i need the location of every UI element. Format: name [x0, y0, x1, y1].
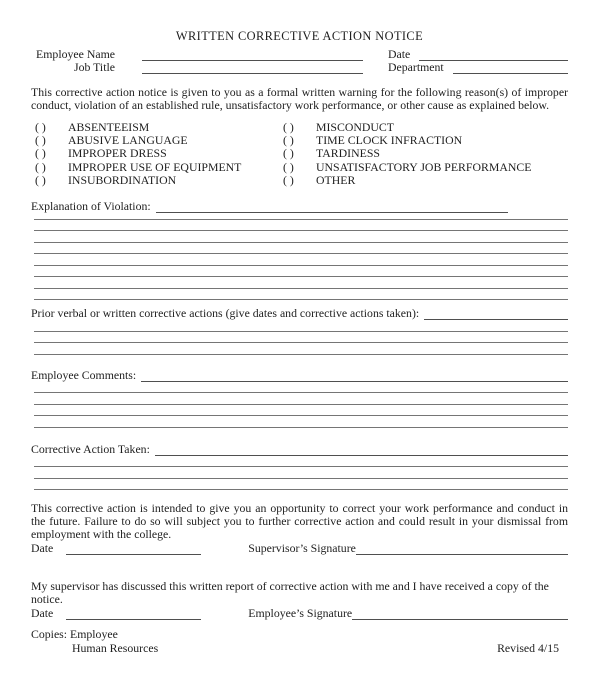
writing-line[interactable]	[34, 243, 568, 255]
checkbox-improper-use-of-equipment[interactable]: ( )	[35, 159, 46, 174]
writing-line[interactable]	[34, 467, 568, 479]
writing-line[interactable]	[34, 277, 568, 289]
writing-line[interactable]	[34, 320, 568, 332]
writing-line[interactable]	[34, 405, 568, 417]
copies-row-1	[31, 628, 568, 642]
department-field[interactable]	[453, 61, 568, 74]
footer-spacer	[158, 642, 497, 656]
reason-checklist	[31, 121, 568, 187]
reason-label-improper-use-of-equipment: IMPROPER USE OF EQUIPMENT	[68, 159, 242, 174]
writing-line[interactable]	[34, 343, 568, 355]
employee-comments-field[interactable]	[141, 368, 568, 382]
checkbox-misconduct[interactable]: ( )	[283, 120, 294, 135]
checkbox-tardiness[interactable]: ( )	[283, 146, 294, 161]
supervisor-signature-field[interactable]	[356, 541, 568, 555]
intro-paragraph: This corrective action notice is given to you as a formal written warning for the following reason(s) of improper conduct, violation of an established rule, unsatisfactory work performance, or other cause as explained below.	[31, 85, 568, 112]
corrective-action-section	[31, 442, 568, 456]
writing-line[interactable]	[34, 231, 568, 243]
employee-name-field[interactable]	[142, 48, 363, 61]
writing-line[interactable]	[34, 266, 568, 278]
acknowledgement-paragraph: My supervisor has discussed this written report of corrective action with me and I have received a copy of the notice.	[31, 579, 549, 607]
writing-line[interactable]	[34, 332, 568, 344]
explanation-lines	[31, 213, 568, 301]
writing-line[interactable]	[34, 254, 568, 266]
date-label: Date	[388, 47, 411, 61]
reason-label-abusive-language: ABUSIVE LANGUAGE	[68, 133, 188, 148]
closing-paragraph: This corrective action is intended to give you an opportunity to correct your work performance and conduct in the future. Failure to do so will subject you to further corrective action and could result in your dismissal from employment with the college.	[31, 501, 568, 542]
copies-row-2	[31, 642, 568, 656]
checkbox-absenteeism[interactable]: ( )	[35, 120, 46, 135]
supervisor-signature-label: Supervisor’s Signature	[248, 541, 356, 556]
checkbox-other[interactable]: ( )	[283, 172, 294, 187]
corrective-action-field[interactable]	[155, 442, 568, 456]
copies-label: Copies: Employee	[31, 627, 118, 642]
checkbox-unsatisfactory-job-performance[interactable]: ( )	[283, 159, 294, 174]
reason-row	[35, 134, 568, 147]
employee-signature-field[interactable]	[352, 606, 568, 620]
writing-line[interactable]	[34, 416, 568, 428]
checkbox-insubordination[interactable]: ( )	[35, 172, 46, 187]
reason-label-insubordination: INSUBORDINATION	[68, 172, 177, 187]
reason-label-other: OTHER	[316, 172, 356, 187]
prior-actions-field[interactable]	[424, 306, 568, 320]
explanation-label: Explanation of Violation:	[31, 198, 151, 213]
copies-line2: Human Resources	[72, 640, 159, 655]
reason-label-misconduct: MISCONDUCT	[316, 120, 394, 135]
explanation-field[interactable]	[156, 199, 508, 213]
checkbox-time-clock-infraction[interactable]: ( )	[283, 133, 294, 148]
reason-label-improper-dress: IMPROPER DRESS	[68, 146, 167, 161]
prior-actions-section	[31, 306, 568, 320]
checkbox-abusive-language[interactable]: ( )	[35, 133, 46, 148]
page-title: WRITTEN CORRECTIVE ACTION NOTICE	[175, 29, 424, 43]
job-title-label: Job Title	[74, 60, 115, 74]
reason-label-absenteeism: ABSENTEEISM	[68, 120, 150, 135]
employee-date-field[interactable]	[66, 606, 201, 620]
prior-actions-lines	[31, 320, 568, 355]
revised-label: Revised 4/15	[497, 640, 559, 655]
prior-actions-label: Prior verbal or written corrective actions (give dates and corrective actions taken):	[31, 306, 420, 321]
reason-row	[35, 174, 568, 187]
explanation-section	[31, 199, 568, 213]
employee-signature-label: Employee’s Signature	[248, 606, 353, 621]
reason-label-time-clock-infraction: TIME CLOCK INFRACTION	[316, 133, 463, 148]
writing-line[interactable]	[34, 213, 568, 220]
supervisor-date-label: Date	[31, 541, 54, 556]
reason-row	[35, 121, 568, 134]
reason-label-tardiness: TARDINESS	[316, 146, 380, 161]
footer	[31, 628, 568, 655]
writing-line[interactable]	[34, 456, 568, 468]
employee-name-label: Employee Name	[36, 47, 115, 61]
reason-row	[35, 161, 568, 174]
checkbox-improper-dress[interactable]: ( )	[35, 146, 46, 161]
reason-label-unsatisfactory-job-performance: UNSATISFACTORY JOB PERFORMANCE	[316, 159, 532, 174]
department-label: Department	[388, 60, 444, 74]
employee-comments-label: Employee Comments:	[31, 367, 137, 382]
writing-line[interactable]	[34, 382, 568, 394]
writing-line[interactable]	[34, 479, 568, 491]
job-title-field[interactable]	[142, 61, 363, 74]
reason-row	[35, 147, 568, 160]
corrective-action-label: Corrective Action Taken:	[31, 441, 150, 456]
supervisor-date-field[interactable]	[66, 541, 201, 555]
writing-line[interactable]	[34, 289, 568, 301]
writing-line[interactable]	[34, 220, 568, 232]
header-row-2	[31, 61, 568, 74]
writing-line[interactable]	[34, 393, 568, 405]
supervisor-signature-row	[31, 541, 568, 555]
corrective-action-lines	[31, 456, 568, 491]
employee-signature-row	[31, 606, 568, 620]
header-fields	[31, 48, 568, 74]
employee-comments-section	[31, 368, 568, 382]
employee-date-label: Date	[31, 606, 54, 621]
employee-comments-lines	[31, 382, 568, 428]
